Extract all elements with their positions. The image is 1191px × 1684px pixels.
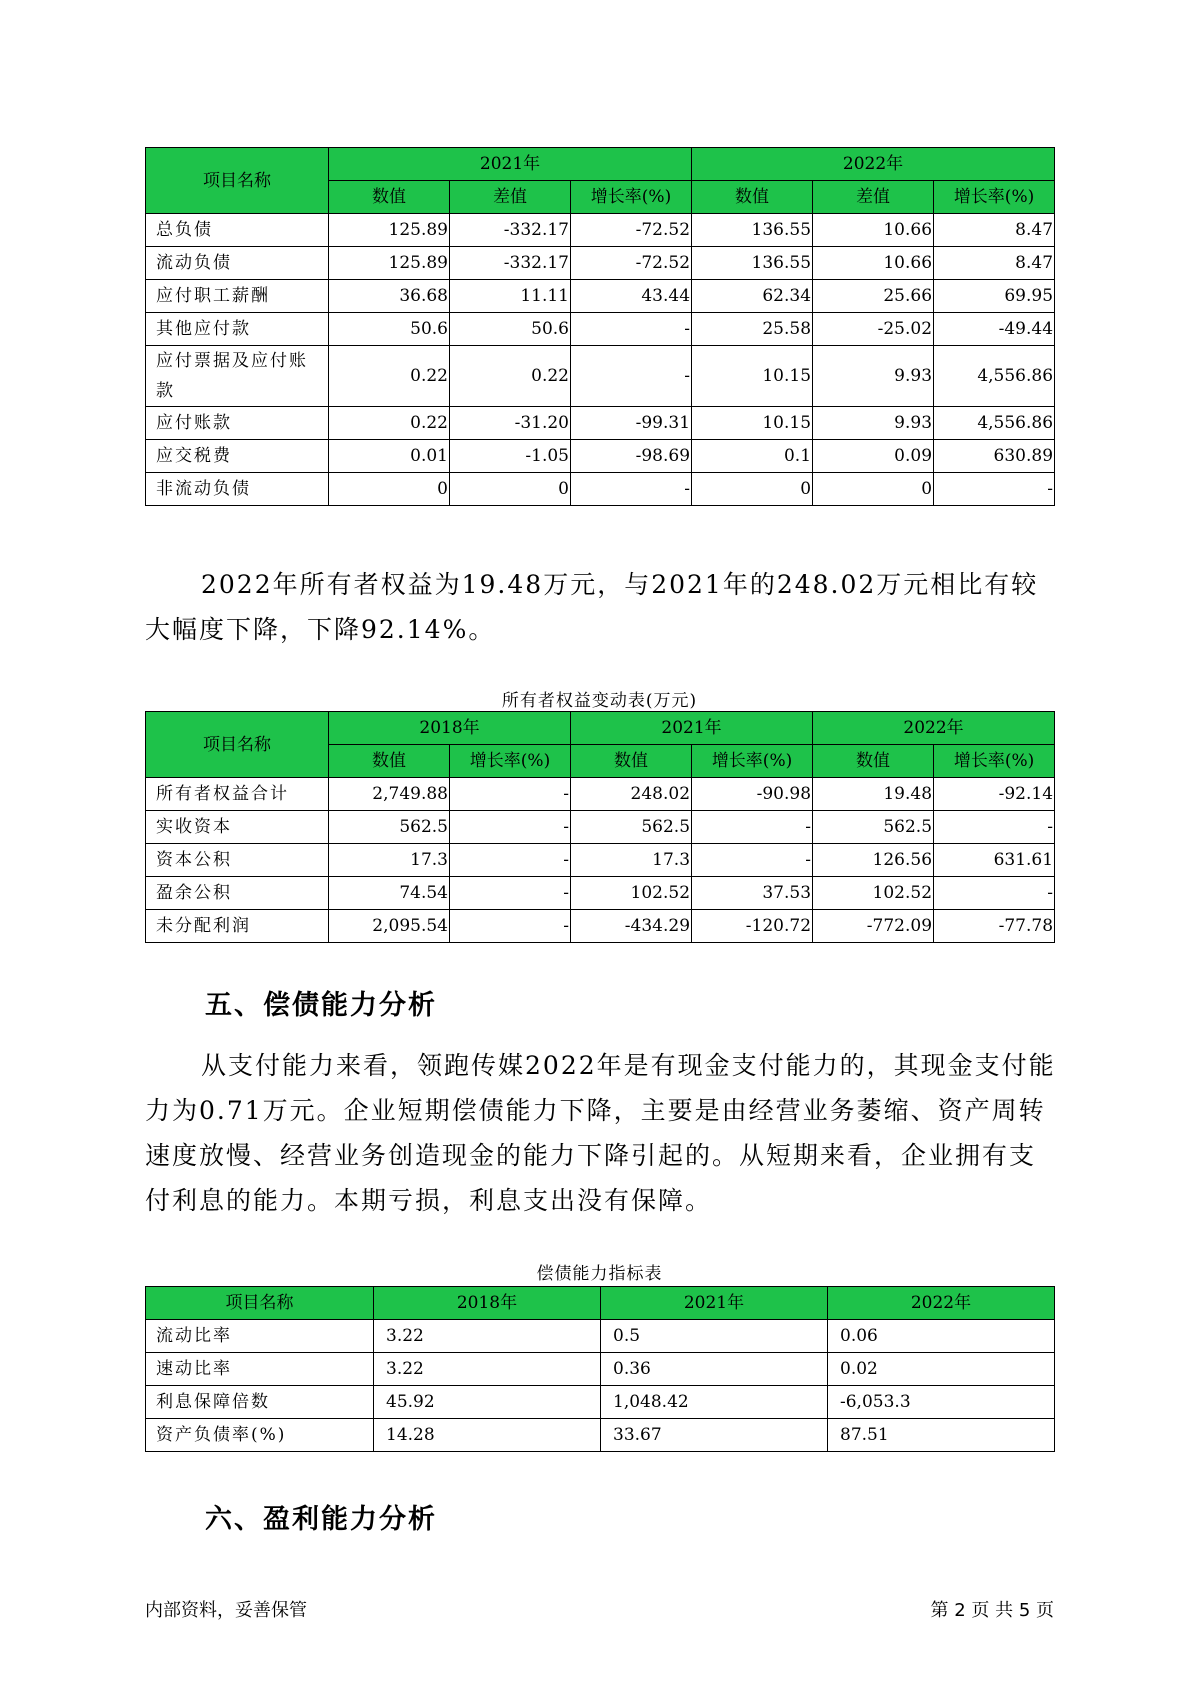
table-cell: -: [571, 346, 692, 407]
table-cell: -: [934, 811, 1055, 844]
table-row: [146, 877, 1055, 910]
table-cell: 11.11: [450, 280, 571, 313]
table-cell: 0.22: [329, 407, 450, 440]
table-cell: 37.53: [692, 877, 813, 910]
header-value: 数值: [571, 745, 692, 778]
header-year-2021: 2021年: [329, 148, 692, 181]
table-cell: -120.72: [692, 910, 813, 943]
row-item-name: 资产负债率(%): [146, 1419, 374, 1452]
header-year-2022: 2022年: [692, 148, 1055, 181]
table-cell: -77.78: [934, 910, 1055, 943]
solvency-paragraph: 从支付能力来看，领跑传媒2022年是有现金支付能力的，其现金支付能力为0.71万元。企业短期偿债能力下降，主要是由经营业务萎缩、资产周转速度放慢、经营业务创造现金的能力下降引起的。从短期来看，企业拥有支付利息的能力。本期亏损，利息支出没有保障。: [145, 1051, 1056, 1215]
table-caption: 所有者权益变动表(万元): [501, 691, 698, 711]
header-value: 数值: [692, 181, 813, 214]
table-cell: 50.6: [329, 313, 450, 346]
table-cell: -99.31: [571, 407, 692, 440]
table-cell: 126.56: [813, 844, 934, 877]
header-year-2022: 2022年: [813, 712, 1055, 745]
header-growth: 增长率(%): [934, 745, 1055, 778]
row-item-name: 未分配利润: [146, 910, 329, 943]
row-item-name: 速动比率: [146, 1353, 374, 1386]
table-caption: 偿债能力指标表: [536, 1264, 663, 1284]
header-year-2022: 2022年: [828, 1287, 1055, 1320]
row-item-name: 所有者权益合计: [146, 778, 329, 811]
row-item-name: 其他应付款: [146, 313, 329, 346]
table-body: [146, 214, 1055, 506]
header-growth: 增长率(%): [571, 181, 692, 214]
table-cell: -92.14: [934, 778, 1055, 811]
table-cell: -: [450, 910, 571, 943]
table-cell: 3.22: [374, 1320, 601, 1353]
table-body: [146, 1320, 1055, 1452]
row-item-name: 资本公积: [146, 844, 329, 877]
table-cell: -: [934, 473, 1055, 506]
table-cell: 87.51: [828, 1419, 1055, 1452]
table-cell: 36.68: [329, 280, 450, 313]
solvency-table: [145, 1286, 1055, 1452]
table-row: [146, 313, 1055, 346]
table-cell: 4,556.86: [934, 407, 1055, 440]
table-cell: 631.61: [934, 844, 1055, 877]
table-row: [146, 1386, 1055, 1419]
row-item-name: 盈余公积: [146, 877, 329, 910]
row-item-name: 流动比率: [146, 1320, 374, 1353]
table-cell: 8.47: [934, 247, 1055, 280]
table-cell: -: [692, 844, 813, 877]
table-cell: 45.92: [374, 1386, 601, 1419]
table-cell: 43.44: [571, 280, 692, 313]
table-row: [146, 280, 1055, 313]
row-item-name: 流动负债: [146, 247, 329, 280]
row-item-name: 总负债: [146, 214, 329, 247]
table-cell: 25.58: [692, 313, 813, 346]
table-cell: 562.5: [329, 811, 450, 844]
table-body: [146, 778, 1055, 943]
header-growth: 增长率(%): [692, 745, 813, 778]
table-cell: -6,053.3: [828, 1386, 1055, 1419]
table-cell: 0.22: [450, 346, 571, 407]
row-item-name: 利息保障倍数: [146, 1386, 374, 1419]
table-cell: 2,749.88: [329, 778, 450, 811]
table-cell: 1,048.42: [601, 1386, 828, 1419]
header-year-2021: 2021年: [571, 712, 813, 745]
header-item-name: 项目名称: [146, 148, 329, 214]
table-cell: 102.52: [813, 877, 934, 910]
table-cell: -: [692, 811, 813, 844]
table-cell: -: [571, 313, 692, 346]
row-item-name: 应付职工薪酬: [146, 280, 329, 313]
header-growth: 增长率(%): [450, 745, 571, 778]
table-cell: 10.66: [813, 214, 934, 247]
header-value: 数值: [329, 745, 450, 778]
table-cell: 0.06: [828, 1320, 1055, 1353]
section-heading-profitability: 六、盈利能力分析: [205, 1504, 437, 1535]
table-cell: 62.34: [692, 280, 813, 313]
table-cell: 0: [692, 473, 813, 506]
table-cell: -: [450, 877, 571, 910]
table-cell: 3.22: [374, 1353, 601, 1386]
table-cell: 0.5: [601, 1320, 828, 1353]
table-row: [146, 214, 1055, 247]
table-row: [146, 1353, 1055, 1386]
table-cell: 0.09: [813, 440, 934, 473]
table-cell: 17.3: [571, 844, 692, 877]
table-row: [146, 811, 1055, 844]
table-cell: 0.01: [329, 440, 450, 473]
table-cell: -98.69: [571, 440, 692, 473]
table-cell: 0: [450, 473, 571, 506]
table-cell: 0.36: [601, 1353, 828, 1386]
table-cell: 0.22: [329, 346, 450, 407]
section-heading-solvency: 五、偿债能力分析: [205, 990, 437, 1021]
table-header-row: [146, 148, 1055, 181]
table-cell: -1.05: [450, 440, 571, 473]
table-cell: -31.20: [450, 407, 571, 440]
row-item-name: 应交税费: [146, 440, 329, 473]
table-cell: 248.02: [571, 778, 692, 811]
table-row: [146, 473, 1055, 506]
table-cell: -: [450, 844, 571, 877]
table-cell: 136.55: [692, 247, 813, 280]
equity-table: [145, 711, 1055, 943]
table-row: [146, 407, 1055, 440]
header-item-name: 项目名称: [146, 712, 329, 778]
header-diff: 差值: [450, 181, 571, 214]
header-year-2021: 2021年: [601, 1287, 828, 1320]
table-cell: 25.66: [813, 280, 934, 313]
table-cell: 0: [329, 473, 450, 506]
table-cell: -25.02: [813, 313, 934, 346]
table-cell: -434.29: [571, 910, 692, 943]
table-cell: 4,556.86: [934, 346, 1055, 407]
table-cell: 9.93: [813, 407, 934, 440]
table-row: [146, 1320, 1055, 1353]
header-year-2018: 2018年: [374, 1287, 601, 1320]
table-cell: 17.3: [329, 844, 450, 877]
footer-page-number: 第 2 页 共 5 页: [930, 1600, 1054, 1621]
row-item-name: 应付票据及应付账款: [146, 346, 329, 407]
table-cell: 50.6: [450, 313, 571, 346]
table-cell: 10.15: [692, 346, 813, 407]
table-cell: -72.52: [571, 214, 692, 247]
table-cell: 630.89: [934, 440, 1055, 473]
row-item-name: 实收资本: [146, 811, 329, 844]
table-cell: 9.93: [813, 346, 934, 407]
table-row: [146, 844, 1055, 877]
table-cell: 19.48: [813, 778, 934, 811]
table-cell: -90.98: [692, 778, 813, 811]
table-cell: -72.52: [571, 247, 692, 280]
table-cell: -: [450, 778, 571, 811]
table-cell: -49.44: [934, 313, 1055, 346]
table-cell: -332.17: [450, 247, 571, 280]
table-row: [146, 778, 1055, 811]
table-header-row: [146, 712, 1055, 745]
row-item-name: 应付账款: [146, 407, 329, 440]
table-cell: -332.17: [450, 214, 571, 247]
table-cell: 0: [813, 473, 934, 506]
table-cell: -772.09: [813, 910, 934, 943]
table-row: [146, 910, 1055, 943]
table-cell: 10.15: [692, 407, 813, 440]
table-cell: -: [934, 877, 1055, 910]
table-row: [146, 346, 1055, 407]
equity-summary-paragraph: 2022年所有者权益为19.48万元，与2021年的248.02万元相比有较大幅度下降，下降92.14%。: [145, 570, 1039, 644]
table-cell: 125.89: [329, 247, 450, 280]
table-cell: -: [450, 811, 571, 844]
liabilities-table: [145, 147, 1055, 506]
table-row: [146, 1419, 1055, 1452]
header-diff: 差值: [813, 181, 934, 214]
header-year-2018: 2018年: [329, 712, 571, 745]
header-value: 数值: [813, 745, 934, 778]
table-cell: 10.66: [813, 247, 934, 280]
header-growth: 增长率(%): [934, 181, 1055, 214]
table-cell: 0.02: [828, 1353, 1055, 1386]
table-row: [146, 440, 1055, 473]
table-cell: 33.67: [601, 1419, 828, 1452]
row-item-name: 非流动负债: [146, 473, 329, 506]
footer-confidential-note: 内部资料，妥善保管: [145, 1600, 307, 1621]
header-value: 数值: [329, 181, 450, 214]
table-cell: 562.5: [813, 811, 934, 844]
table-cell: -: [571, 473, 692, 506]
table-cell: 69.95: [934, 280, 1055, 313]
table-cell: 8.47: [934, 214, 1055, 247]
table-cell: 102.52: [571, 877, 692, 910]
table-header-row: [146, 1287, 1055, 1320]
table-row: [146, 247, 1055, 280]
table-cell: 125.89: [329, 214, 450, 247]
table-cell: 14.28: [374, 1419, 601, 1452]
table-cell: 74.54: [329, 877, 450, 910]
table-cell: 2,095.54: [329, 910, 450, 943]
table-cell: 136.55: [692, 214, 813, 247]
table-cell: 0.1: [692, 440, 813, 473]
header-item-name: 项目名称: [146, 1287, 374, 1320]
table-cell: 562.5: [571, 811, 692, 844]
